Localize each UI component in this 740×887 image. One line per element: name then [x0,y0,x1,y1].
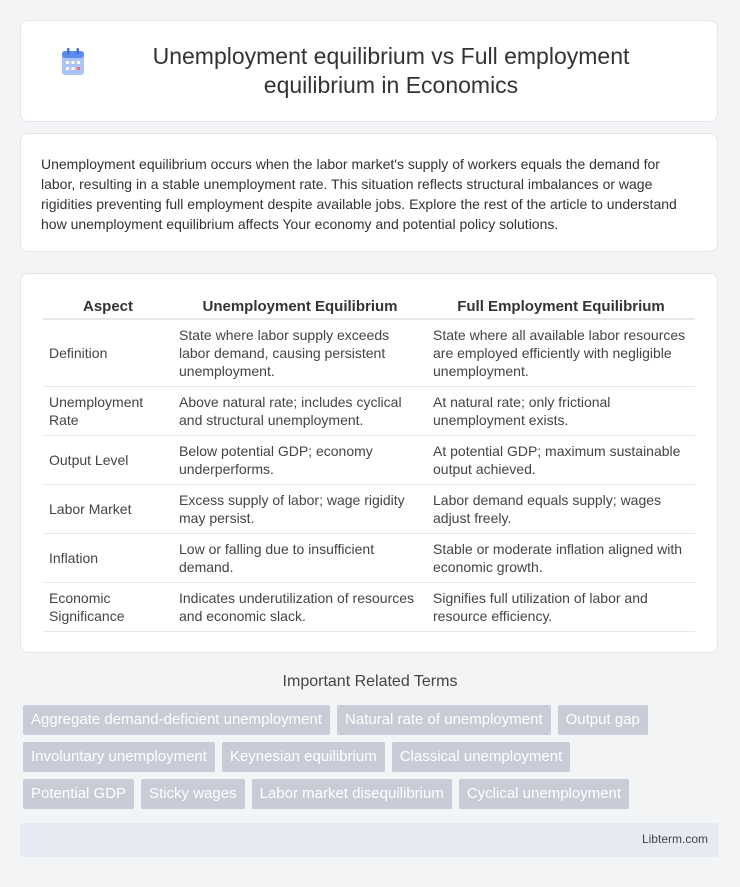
comparison-table-card [20,273,718,653]
table-row [43,534,695,583]
related-terms-title: Important Related Terms [282,673,458,690]
row-unemployment-value: Low or falling due to insufficient demand. [173,534,427,583]
row-unemployment-value: State where labor supply exceeds labor demand, causing persistent unemployment. [173,320,427,387]
row-unemployment-value: Above natural rate; includes cyclical and structural unemployment. [173,387,427,436]
related-term-tag[interactable]: Involuntary unemployment [23,742,215,772]
row-aspect: Inflation [43,534,173,583]
row-full-employment-value: State where all available labor resources are employed efficiently with negligible unemployment. [427,320,695,387]
related-term-tag[interactable]: Keynesian equilibrium [222,742,385,772]
row-full-employment-value: Stable or moderate inflation aligned with economic growth. [427,534,695,583]
row-full-employment-value: At potential GDP; maximum sustainable output achieved. [427,436,695,485]
tag-row [23,779,723,809]
row-aspect: Output Level [43,436,173,485]
page-title: Unemployment equilibrium vs Full employment equilibrium in Economics [152,43,630,98]
row-unemployment-value: Indicates underutilization of resources and economic slack. [173,583,427,632]
row-full-employment-value: Signifies full utilization of labor and resource efficiency. [427,583,695,632]
row-full-employment-value: At natural rate; only frictional unemployment exists. [427,387,695,436]
row-aspect: Labor Market [43,485,173,534]
row-full-employment-value: Labor demand equals supply; wages adjust freely. [427,485,695,534]
table-row [43,583,695,632]
comparison-table [43,294,695,632]
tag-row [23,705,723,735]
row-aspect: Definition [43,320,173,387]
header-unemployment-equilibrium: Unemployment Equilibrium [173,294,427,320]
title-card [20,20,718,122]
title-wrap [61,42,677,100]
related-term-tag[interactable]: Aggregate demand-deficient unemployment [23,705,330,735]
document-icon [61,48,85,76]
related-term-tag[interactable]: Potential GDP [23,779,134,809]
table-row [43,320,695,387]
related-term-tag[interactable]: Sticky wages [141,779,245,809]
related-terms-list [23,705,723,816]
table-row [43,485,695,534]
footer-site-link[interactable]: Libterm.com [641,832,708,846]
related-term-tag[interactable]: Cyclical unemployment [459,779,629,809]
table-row [43,387,695,436]
related-term-tag[interactable]: Natural rate of unemployment [337,705,551,735]
header-aspect: Aspect [43,294,173,320]
related-term-tag[interactable]: Labor market disequilibrium [252,779,452,809]
row-unemployment-value: Excess supply of labor; wage rigidity may persist. [173,485,427,534]
intro-paragraph: Unemployment equilibrium occurs when the labor market's supply of workers equals the demand for labor, resulting in a stable unemployment rate. This situation reflects structural imbalances or wage rigidities preventing full employment despite available jobs. Explore the rest of the article to understand how unemployment equilibrium affects Your economy and potential policy solutions. [41,156,677,232]
related-term-tag[interactable]: Output gap [558,705,648,735]
table-row [43,436,695,485]
footer [20,823,718,857]
related-term-tag[interactable]: Classical unemployment [392,742,571,772]
row-unemployment-value: Below potential GDP; economy underperforms. [173,436,427,485]
row-aspect: Economic Significance [43,583,173,632]
intro-card [20,133,718,252]
tag-row [23,742,723,772]
row-aspect: Unemployment Rate [43,387,173,436]
table-header-row [43,294,695,320]
header-full-employment-equilibrium: Full Employment Equilibrium [427,294,695,320]
